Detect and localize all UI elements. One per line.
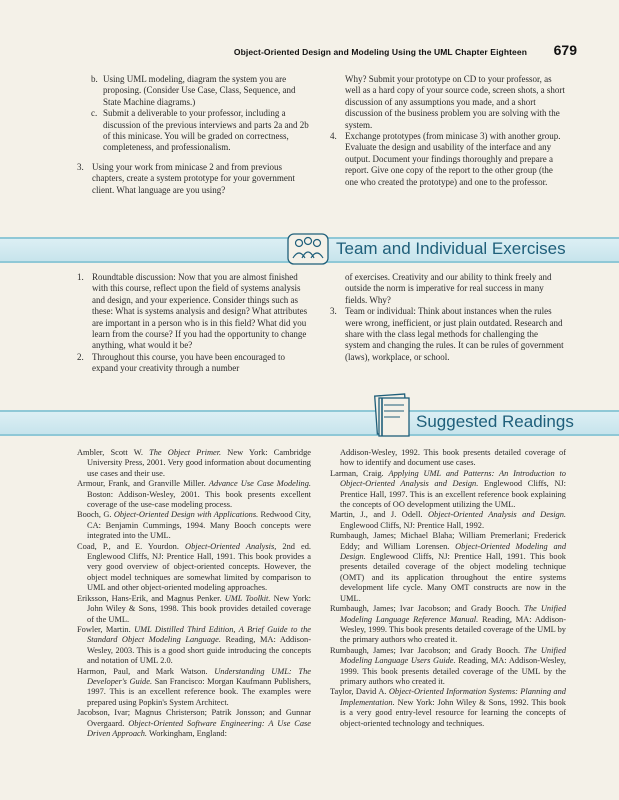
reference-entry: Harmon, Paul, and Mark Watson. Understanding UML: The Developer's Guide. San Francisco: Morgan Kaufmann Publishers, 1997. This is an excellent reference book. The examples were prepared using Popkin's System Architect.: [77, 666, 311, 707]
reference-entry: Rumbaugh, James; Ivar Jacobson; and Grady Booch. The Unified Modeling Language Users Guide. Reading, MA: Addison-Wesley, 1999. This book presents detailed coverage of the UML by the primary authors who created it.: [330, 645, 567, 686]
team-exercises-banner: [0, 234, 619, 262]
team-left-column: [77, 272, 309, 375]
section-title: Suggested Readings: [416, 412, 574, 431]
reference-entry: Martin, J., and J. Odell. Object-Oriented Analysis and Design. Englewood Cliffs, NJ: Prentice Hall, 1992.: [330, 510, 567, 530]
reference-entry: Addison-Wesley, 1992. This book presents detailed coverage of how to identify and document use cases.: [340, 448, 566, 468]
list-item: b. Using UML modeling, diagram the system you are proposing. (Consider Use Case, Class, Sequence, and State Machine diagrams.): [91, 74, 296, 107]
reference-entry: Coad, P., and E. Yourdon. Object-Oriented Analysis, 2nd ed. Englewood Cliffs, NJ: Prentice Hall, 1991. This book provides a very good overview of object-oriented concepts. However, the object model techniques are somewhat limited by comparison to UML and other object-oriented modeling approaches.: [77, 541, 311, 593]
reference-entry: Rumbaugh, James; Michael Blaha; William Premerlani; Frederick Eddy; and William Lorensen. Object-Oriented Modeling and Design. Englewood Cliffs, NJ: Prentice Hall, 1991. This book presents detailed coverage of the object modeling technique (OMT) and its application throughout the entire systems development life cycle. Many OMT constructs are now in the UML.: [330, 531, 567, 603]
list-item: 1. Roundtable discussion: Now that you are almost finished with this course, reflect upon the field of systems analysis and design, and your experience. Consider things such as these: What is systems analysis and design? What attributes are important in a person who is in this field? What did you learn from the course? If you had the opportunity to change anything, what would it be?: [77, 272, 308, 351]
readings-left-column: [77, 448, 311, 739]
team-right-column: [330, 272, 565, 363]
team-icon: [285, 228, 331, 273]
top-right-column: [330, 74, 565, 188]
section-title: Team and Individual Exercises: [336, 239, 566, 258]
list-item: c. Submit a deliverable to your professor, including a discussion of the previous interviews and parts 2a and 2b of this minicase. You will be graded on correctness, completeness, and professionalism.: [91, 108, 309, 153]
paragraph-continuation: Why? Submit your prototype on CD to your professor, as well as a hard copy of your source code, screen shots, a short discussion of any assumptions you made, and a short discussion of the business problem you are solving with the system.: [345, 74, 565, 130]
reference-entry: Fowler, Martin. UML Distilled Third Edition, A Brief Guide to the Standard Object Modeling Language. Reading, MA: Addison-Wesley, 2003. This is a good short guide introducing the concepts and notation of UML 2.0.: [77, 624, 311, 666]
book-icon: [370, 391, 414, 444]
reference-entry: Larman, Craig. Applying UML and Patterns: An Introduction to Object-Oriented Analysis and Design. Englewood Cliffs, NJ: Prentice Hall, 1997. This is an excellent reference book explaining the concepts of OO development utilizing the UML.: [330, 468, 566, 510]
reference-entry: Rumbaugh, James; Ivar Jacobson; and Grady Booch. The Unified Modeling Language Reference Manual. Reading, MA: Addison-Wesley, 1999. This book presents detailed coverage of the UML by the primary authors who created it.: [330, 604, 567, 645]
running-header-title: Object-Oriented Design and Modeling Using the UML Chapter Eighteen: [233, 47, 527, 57]
reference-entry: Booch, G. Object-Oriented Design with Applications. Redwood City, CA: Benjamin Cummings, 1994. Many Booch concepts were integrated into the UML.: [77, 510, 311, 541]
list-item: 2. Throughout this course, you have been encouraged to expand your creativity through a number: [77, 351, 285, 374]
reference-entry: Armour, Frank, and Granville Miller. Advance Use Case Modeling. Boston: Addison-Wesley, 2001. This book presents excellent coverage of the use-case modeling process.: [77, 479, 311, 510]
running-header: [0, 40, 619, 60]
reference-entry: Ambler, Scott W. The Object Primer. New York: Cambridge University Press, 2001. Very good information about documenting use cases and their use.: [77, 448, 312, 478]
list-item: 3. Team or individual: Think about instances when the rules were wrong, inefficient, or just plain outdated. Research and share with the class legal methods for challenging the system and changing the rules. It can be rules of government (laws), workplace, or school.: [330, 306, 564, 362]
top-left-column: [77, 74, 309, 196]
list-item: 3. Using your work from minicase 2 and from previous chapters, create a system prototype for your government client. What language are you using?: [77, 161, 295, 195]
readings-right-column: [330, 448, 566, 729]
paragraph-continuation: of exercises. Creativity and our ability to think freely and outside the norm is imperative for real success in many fields. Why?: [345, 272, 552, 305]
reference-entry: Eriksson, Hans-Erik, and Magnus Penker. UML Toolkit. New York: John Wiley & Sons, 1998. This book provides detailed coverage of the UML.: [77, 593, 311, 624]
reference-entry: Taylor, David A. Object-Oriented Information Systems: Planning and Implementation. New York: John Wiley & Sons, 1992. This book is a very good entry-level resource for learning the concepts of object-oriented technology and techniques.: [330, 687, 566, 728]
list-item: 4. Exchange prototypes (from minicase 3) with another group. Evaluate the design and usability of the interface and any output. Document your findings thoroughly and prepare a report. Give one copy of the report to the other group (the one who created the prototype) and one to the professor.: [330, 131, 561, 187]
reference-entry: Jacobson, Ivar; Magnus Christerson; Patrik Jonsson; and Gunnar Overgaard. Object-Oriented Software Engineering: A Use Case Driven Approach. Workingham, England:: [77, 708, 311, 738]
page-number: 679: [553, 42, 577, 58]
suggested-readings-banner: [0, 407, 619, 435]
